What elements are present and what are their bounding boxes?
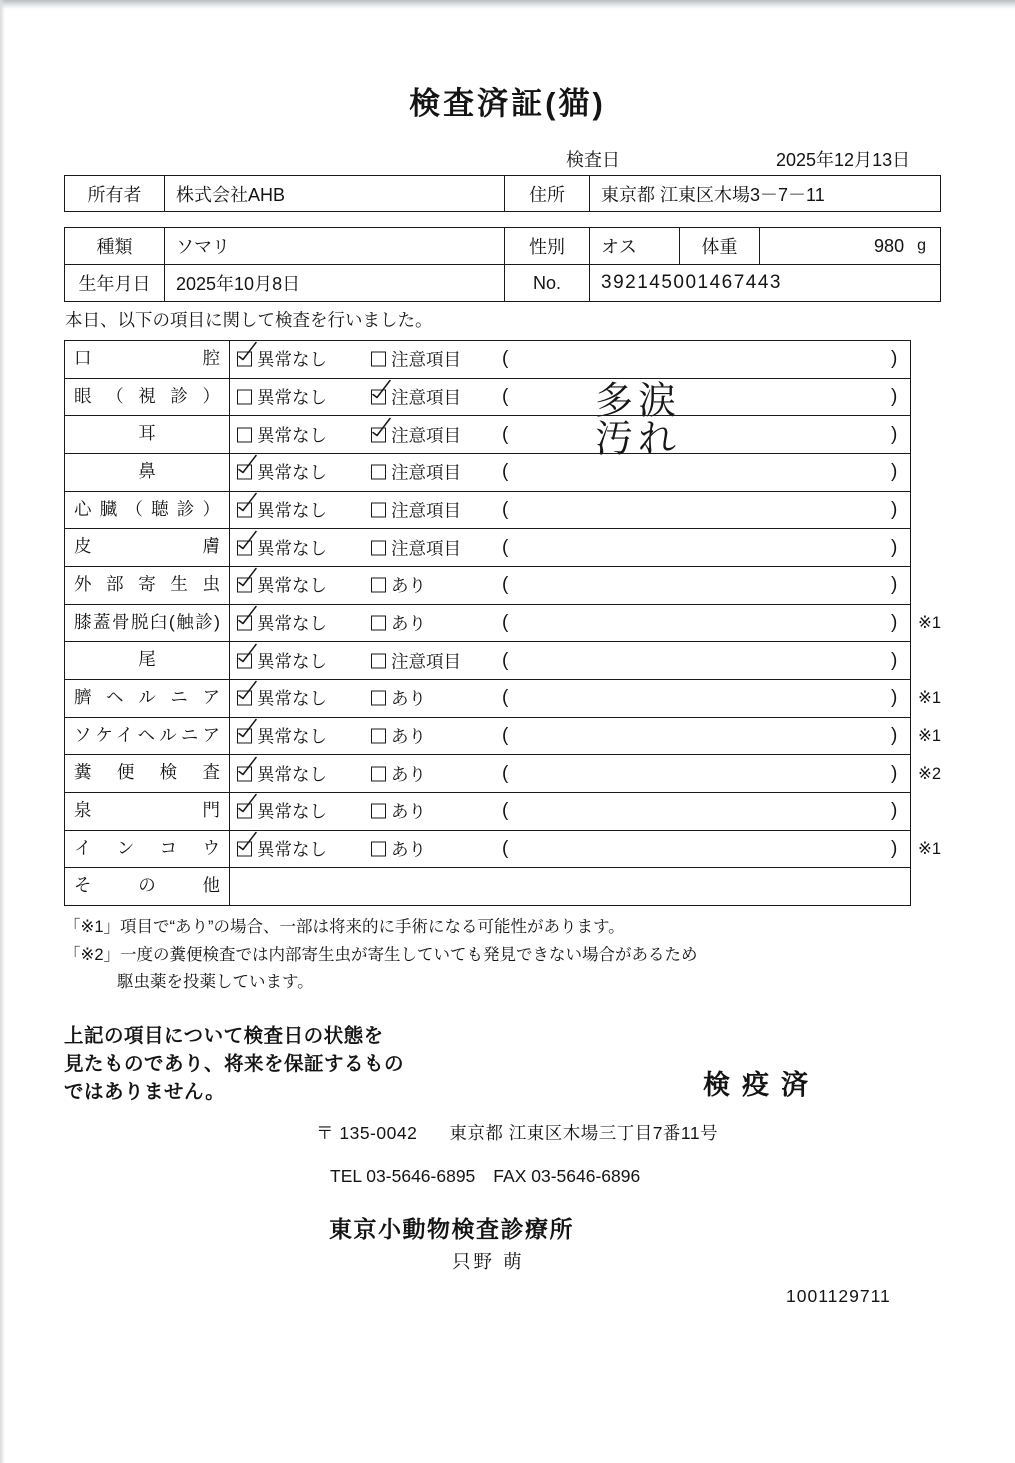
- paren-open: (: [502, 348, 509, 370]
- check-mark-icon: [368, 416, 393, 441]
- exam-item-label: ソケイヘルニア: [65, 718, 230, 755]
- caution-label: 注意項目: [391, 651, 461, 672]
- caution-label: あり: [391, 575, 426, 596]
- check-mark-icon: [234, 642, 259, 667]
- check-mark-icon: [234, 454, 259, 479]
- paren-close: ): [891, 687, 898, 709]
- handwritten-note: 汚れ: [595, 418, 682, 461]
- no-abnormality-label: 異常なし: [257, 575, 327, 596]
- birthdate-value: 2025年10月8日: [165, 265, 505, 301]
- check-mark-icon: [234, 718, 259, 743]
- footnote-2: 「※2」一度の糞便検査では内部寄生虫が寄生していても発見できない場合があるため: [64, 946, 698, 964]
- paren-open: (: [502, 461, 509, 483]
- exam-row: [65, 867, 910, 905]
- disclaimer-line-3: ではありません。: [64, 1081, 226, 1103]
- caution-label: あり: [391, 613, 426, 634]
- exam-row-content: [230, 416, 910, 461]
- no-abnormality-checkbox: [237, 503, 252, 518]
- no-abnormality-label: 異常なし: [257, 688, 327, 709]
- exam-row: [65, 528, 910, 566]
- check-mark-icon: [368, 379, 393, 404]
- caution-label: 注意項目: [391, 349, 461, 370]
- caution-checkbox: [371, 427, 386, 442]
- no-abnormality-label: 異常なし: [257, 651, 327, 672]
- exam-row-content: [230, 379, 910, 423]
- serial-number: 1001129711: [786, 1286, 891, 1306]
- no-value: 392145001467443: [601, 272, 783, 293]
- paren-open: (: [502, 725, 509, 747]
- inspection-date-label: 検査日: [566, 150, 620, 170]
- no-abnormality-checkbox: [237, 842, 252, 857]
- exam-row: [65, 453, 910, 491]
- remark-label: ※1: [918, 614, 942, 633]
- exam-item-label: 口腔: [65, 341, 230, 378]
- remark-label: ※2: [918, 764, 942, 783]
- caution-checkbox: [371, 804, 386, 819]
- exam-item-label: 外部寄生虫: [65, 567, 230, 604]
- sex-value: オス: [590, 228, 680, 264]
- owner-table: [64, 175, 941, 212]
- exam-row-content: [230, 567, 910, 604]
- check-mark-icon: [234, 755, 259, 780]
- no-abnormality-checkbox: [237, 427, 252, 442]
- paren-close: ): [891, 574, 898, 596]
- exam-item-label: 泉門: [65, 793, 230, 830]
- caution-checkbox: [371, 465, 386, 480]
- exam-row-content: [230, 831, 910, 868]
- caution-label: 注意項目: [391, 462, 461, 483]
- no-abnormality-checkbox: [237, 766, 252, 781]
- weight-label: 体重: [680, 228, 760, 264]
- exam-row-content: [230, 755, 910, 792]
- exam-row: [65, 566, 910, 604]
- footnote-2-continued: 駆虫薬を投薬しています。: [117, 973, 314, 991]
- exam-item-label: その他: [65, 868, 230, 905]
- exam-row: [65, 792, 910, 830]
- pet-table-row-2: [65, 265, 940, 301]
- inspection-date-value: 2025年12月13日: [776, 150, 911, 170]
- breed-label: 種類: [65, 228, 165, 264]
- paren-open: (: [502, 687, 509, 709]
- no-abnormality-checkbox: [237, 616, 252, 631]
- paren-close: ): [891, 725, 898, 747]
- exam-row-content: [230, 718, 910, 755]
- exam-item-label: 眼（視診）: [65, 379, 230, 416]
- paren-close: ): [891, 461, 898, 483]
- paren-open: (: [502, 423, 509, 445]
- exam-item-label: インコウ: [65, 831, 230, 868]
- paren-close: ): [891, 800, 898, 822]
- paren-open: (: [502, 762, 509, 784]
- remark-label: ※1: [918, 727, 942, 746]
- birthdate-label: 生年月日: [65, 265, 165, 301]
- scan-edge-left: [0, 0, 5, 1463]
- caution-label: あり: [391, 801, 426, 822]
- no-abnormality-label: 異常なし: [257, 839, 327, 860]
- paren-close: ): [891, 499, 898, 521]
- caution-checkbox: [371, 691, 386, 706]
- exam-row-content: [230, 642, 910, 679]
- caution-label: 注意項目: [391, 500, 461, 521]
- caution-label: 注意項目: [391, 425, 461, 446]
- exam-row: [65, 830, 942, 868]
- no-abnormality-checkbox: [237, 578, 252, 593]
- exam-item-label: 臍ヘルニア: [65, 680, 230, 717]
- paren-open: (: [502, 386, 509, 407]
- exam-row: [65, 415, 910, 461]
- caution-label: あり: [391, 726, 426, 747]
- weight-unit: g: [917, 237, 926, 254]
- exam-row: [65, 754, 942, 792]
- paren-open: (: [502, 649, 509, 671]
- sex-label: 性別: [505, 228, 590, 264]
- no-abnormality-label: 異常なし: [257, 801, 327, 822]
- exam-row: [65, 717, 942, 755]
- caution-label: あり: [391, 839, 426, 860]
- disclaimer-line-2: 見たものであり、将来を保証するもの: [64, 1053, 405, 1075]
- clinic-address-line: [316, 1120, 718, 1145]
- exam-item-label: 心臓（聴診）: [65, 492, 230, 529]
- paren-close: ): [891, 386, 898, 407]
- no-abnormality-label: 異常なし: [257, 349, 327, 370]
- caution-checkbox: [371, 578, 386, 593]
- handwritten-note: 多涙: [595, 380, 682, 423]
- pet-table: [64, 227, 941, 302]
- disclaimer: [64, 1022, 404, 1106]
- page-title: 検査済証(猫): [409, 86, 606, 121]
- paren-close: ): [891, 649, 898, 671]
- no-label: No.: [505, 265, 590, 301]
- paren-close: ): [891, 612, 898, 634]
- paren-close: ): [891, 536, 898, 558]
- exam-row-content: [230, 529, 910, 566]
- exam-row-content: [230, 868, 910, 905]
- no-abnormality-checkbox: [237, 540, 252, 555]
- paren-open: (: [502, 800, 509, 822]
- postal-code: 〒 135-0042: [316, 1123, 418, 1143]
- no-abnormality-label: 異常なし: [257, 500, 327, 521]
- address-value: 東京都 江東区木場3－7－11: [601, 184, 825, 205]
- no-abnormality-checkbox: [237, 465, 252, 480]
- paren-close: ): [891, 348, 898, 370]
- veterinarian-name: 只野 萌: [452, 1251, 525, 1272]
- exam-row-content: [230, 605, 910, 642]
- exam-row: [65, 378, 910, 423]
- check-mark-icon: [234, 529, 259, 554]
- caution-label: あり: [391, 688, 426, 709]
- exam-row: [65, 679, 942, 717]
- paren-open: (: [502, 612, 509, 634]
- owner-value: 株式会社AHB: [165, 176, 505, 211]
- paren-open: (: [502, 499, 509, 521]
- clinic-tel: TEL 03-5646-6895: [330, 1166, 476, 1186]
- no-abnormality-checkbox: [237, 653, 252, 668]
- no-abnormality-label: 異常なし: [257, 764, 327, 785]
- exam-row-content: [230, 341, 910, 378]
- no-abnormality-checkbox: [237, 390, 252, 405]
- no-abnormality-checkbox: [237, 352, 252, 367]
- no-abnormality-checkbox: [237, 804, 252, 819]
- exam-item-label: 鼻: [65, 454, 230, 491]
- pet-table-row-1: [65, 228, 940, 265]
- paren-close: ): [891, 838, 898, 860]
- no-abnormality-label: 異常なし: [257, 425, 327, 446]
- paren-close: ): [891, 762, 898, 784]
- scan-edge-top: [0, 0, 1015, 9]
- remark-label: ※1: [918, 840, 942, 859]
- check-mark-icon: [234, 793, 259, 818]
- quarantine-stamp: 検疫済: [703, 1070, 820, 1100]
- caution-checkbox: [371, 653, 386, 668]
- exam-item-label: 尾: [65, 642, 230, 679]
- clinic-address: 東京都 江東区木場三丁目7番11号: [449, 1123, 719, 1143]
- no-abnormality-checkbox: [237, 729, 252, 744]
- paren-open: (: [502, 838, 509, 860]
- no-abnormality-checkbox: [237, 691, 252, 706]
- caution-checkbox: [371, 540, 386, 555]
- check-mark-icon: [234, 680, 259, 705]
- check-mark-icon: [234, 605, 259, 630]
- check-mark-icon: [234, 567, 259, 592]
- check-mark-icon: [234, 492, 259, 517]
- clinic-fax: FAX 03-5646-6896: [493, 1166, 641, 1186]
- exam-row-content: [230, 793, 910, 830]
- no-abnormality-label: 異常なし: [257, 726, 327, 747]
- exam-item-label: 皮膚: [65, 529, 230, 566]
- caution-checkbox: [371, 729, 386, 744]
- remark-label: ※1: [918, 689, 942, 708]
- caution-label: 注意項目: [391, 538, 461, 559]
- exam-table: [64, 340, 942, 906]
- caution-checkbox: [371, 842, 386, 857]
- caution-checkbox: [371, 766, 386, 781]
- caution-label: あり: [391, 764, 426, 785]
- paren-open: (: [502, 536, 509, 558]
- exam-item-label: 耳: [65, 416, 230, 453]
- exam-item-label: 糞便検査: [65, 755, 230, 792]
- exam-row: [65, 641, 910, 679]
- no-abnormality-label: 異常なし: [257, 462, 327, 483]
- intro-text: 本日、以下の項目に関して検査を行いました。: [65, 310, 433, 330]
- breed-value: ソマリ: [165, 228, 505, 264]
- no-abnormality-label: 異常なし: [257, 613, 327, 634]
- exam-row-content: [230, 454, 910, 491]
- clinic-phone-line: [330, 1166, 640, 1187]
- no-abnormality-label: 異常なし: [257, 387, 327, 408]
- caution-label: 注意項目: [391, 387, 461, 408]
- check-mark-icon: [234, 341, 259, 366]
- address-label: 住所: [505, 176, 590, 211]
- caution-checkbox: [371, 503, 386, 518]
- no-abnormality-label: 異常なし: [257, 538, 327, 559]
- caution-checkbox: [371, 352, 386, 367]
- paren-close: ): [891, 423, 898, 445]
- clinic-name: 東京小動物検査診療所: [329, 1216, 574, 1242]
- exam-row: [65, 491, 910, 529]
- exam-item-label: 膝蓋骨脱臼(触診): [65, 605, 230, 642]
- caution-checkbox: [371, 616, 386, 631]
- exam-row-content: [230, 680, 910, 717]
- caution-checkbox: [371, 390, 386, 405]
- weight-number: 980: [874, 235, 905, 256]
- owner-label: 所有者: [65, 176, 165, 211]
- footnote-1: 「※1」項目で“あり”の場合、一部は将来的に手術になる可能性があります。: [64, 918, 625, 936]
- paren-open: (: [502, 574, 509, 596]
- weight-cell: [760, 228, 940, 264]
- check-mark-icon: [234, 831, 259, 856]
- exam-row: [65, 341, 910, 378]
- disclaimer-line-1: 上記の項目について検査日の状態を: [64, 1025, 384, 1047]
- exam-row-content: [230, 492, 910, 529]
- exam-row: [65, 604, 942, 642]
